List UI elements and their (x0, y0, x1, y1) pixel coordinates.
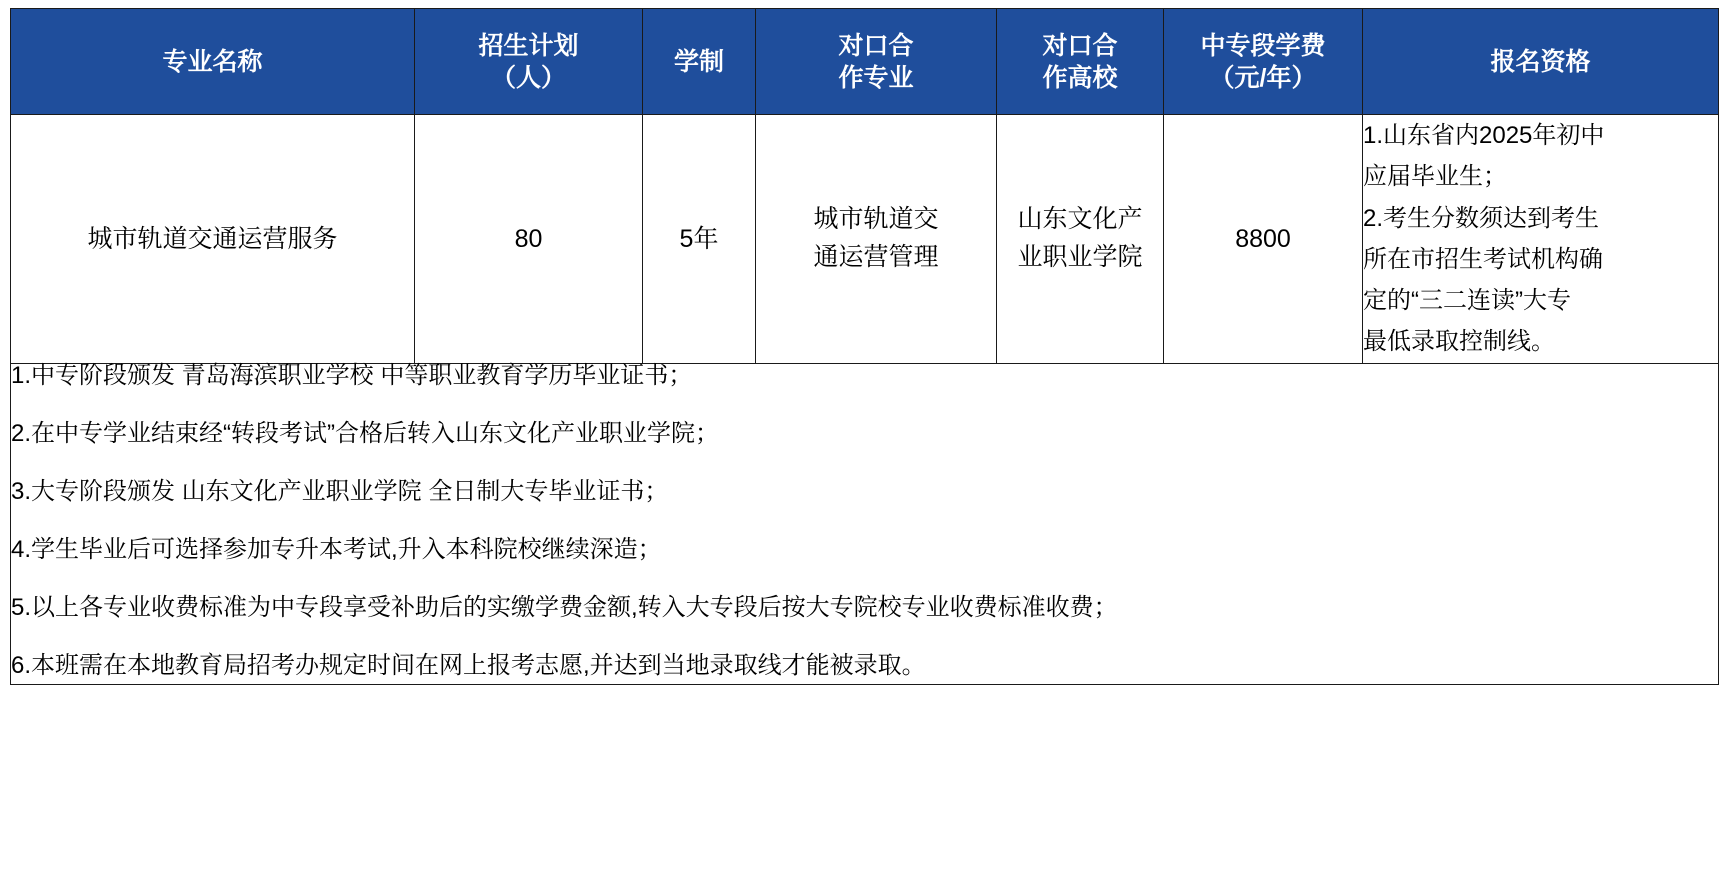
column-header-line: 学制 (673, 47, 724, 76)
cell-schooling-length: 5年 (643, 115, 756, 364)
column-header-line: 作专业 (838, 63, 914, 92)
qualification-line: 1.山东省内2025年初中 (1363, 122, 1605, 149)
cell-qualification (1363, 115, 1719, 364)
cell-tuition: 8800 (1164, 115, 1363, 364)
table-header-row (11, 9, 1719, 115)
table-header (11, 9, 1719, 115)
table-notes-row (11, 363, 1719, 684)
note-item: 6.本班需在本地教育局招考办规定时间在网上报考志愿,并达到当地录取线才能被录取。 (11, 651, 926, 679)
column-header-schooling-length (643, 9, 756, 115)
cell-enrollment-plan: 80 (415, 115, 643, 364)
column-header-tuition (1164, 9, 1363, 115)
column-header-line: 作高校 (1042, 63, 1118, 92)
column-header-partner-major (756, 9, 997, 115)
cell-partner-college (997, 115, 1164, 364)
qualification-line: 2.考生分数须达到考生 (1363, 204, 1600, 232)
enrollment-plan-table (10, 8, 1719, 685)
qualification-line: 所在市招生考试机构确 (1363, 245, 1603, 273)
table-row (11, 115, 1719, 364)
column-header-major-name (11, 9, 415, 115)
column-header-line: 专业名称 (162, 47, 263, 76)
column-header-line: 中专段学费 (1200, 31, 1326, 60)
cell-major-name: 城市轨道交通运营服务 (11, 115, 415, 364)
column-header-enrollment-plan (415, 9, 643, 115)
note-item: 5.以上各专业收费标准为中专段享受补助后的实缴学费金额,转入大专段后按大专院校专业收费标准收费； (11, 593, 1118, 621)
note-item: 1.中专阶段颁发 青岛海滨职业学校 中等职业教育学历毕业证书； (11, 361, 693, 389)
cell-text-line: 山东文化产 (1017, 205, 1143, 234)
note-item: 2.在中专学业结束经“转段考试”合格后转入山东文化产业职业学院； (11, 419, 719, 447)
column-header-line: 招生计划 (478, 31, 579, 60)
note-item: 3.大专阶段颁发 山东文化产业职业学院 全日制大专毕业证书； (11, 477, 669, 505)
cell-notes (11, 363, 1719, 684)
column-header-line: 报名资格 (1490, 47, 1591, 76)
qualification-line: 最低录取控制线。 (1363, 328, 1555, 356)
column-header-qualification (1363, 9, 1719, 115)
column-header-partner-college (997, 9, 1164, 115)
table-body (11, 115, 1719, 685)
cell-text-line: 业职业学院 (1017, 242, 1143, 271)
cell-text-line: 通运营管理 (813, 242, 939, 271)
note-item: 4.学生毕业后可选择参加专升本考试,升入本科院校继续深造； (11, 535, 662, 563)
column-header-line: 对口合 (838, 31, 914, 60)
column-header-line: （人） (490, 63, 566, 92)
column-header-line: 对口合 (1042, 31, 1118, 60)
cell-partner-major (756, 115, 997, 364)
qualification-line: 定的“三二连读”大专 (1363, 287, 1571, 315)
qualification-line: 应届毕业生； (1363, 163, 1507, 191)
cell-text-line: 城市轨道交 (813, 205, 939, 234)
column-header-line: （元/年） (1209, 63, 1317, 92)
